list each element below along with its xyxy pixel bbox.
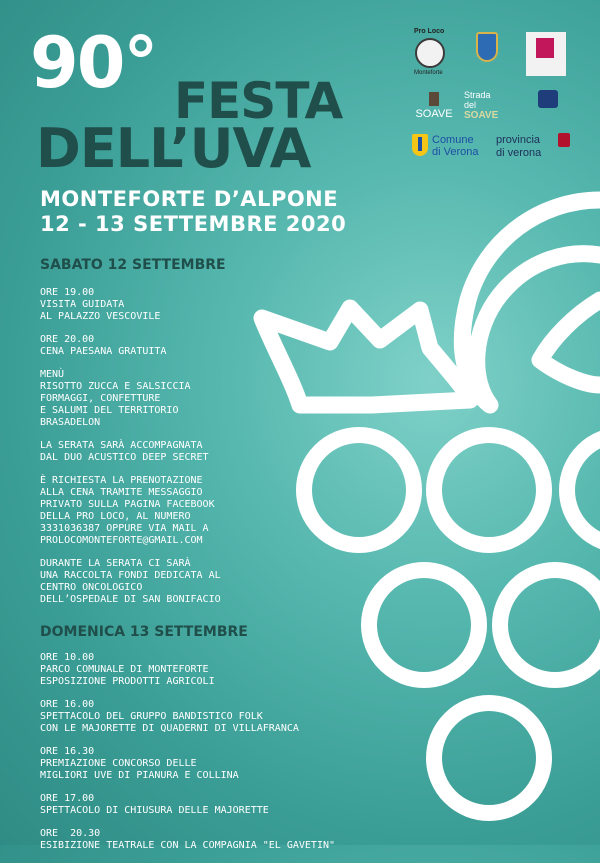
- program-item-text: ESIBIZIONE TEATRALE CON LA COMPAGNIA "EL GAVETIN": [40, 840, 336, 851]
- program-item-text: RISOTTO ZUCCA E SALSICCIA: [40, 381, 191, 392]
- grape-berry: [567, 435, 600, 545]
- strada-text-2: del: [464, 100, 477, 110]
- program-item-text: 3331036387 OPPURE VIA MAIL A: [40, 523, 209, 534]
- soave-mark-icon: [429, 92, 439, 106]
- strada-del-soave-logo: [464, 90, 514, 124]
- saturday-events: [40, 287, 340, 606]
- grape-berry: [500, 570, 600, 680]
- program-item: [40, 793, 340, 817]
- program-item-text: PREMIAZIONE CONCORSO DELLE: [40, 758, 197, 769]
- program-item-text: AL PALAZZO VESCOVILE: [40, 311, 161, 322]
- program-item-time: MENÙ: [40, 369, 65, 380]
- program-item-time: È RICHIESTA LA PRENOTAZIONE: [40, 475, 203, 486]
- church-icon: [536, 38, 554, 58]
- program-item: [40, 287, 340, 323]
- program-item-text: BRASADELON: [40, 417, 101, 428]
- program-item-text: FORMAGGI, CONFETTURE: [40, 393, 161, 404]
- strada-text-3: SOAVE: [464, 110, 499, 121]
- comune-text-1: Comune: [432, 134, 474, 146]
- program-item-text: PROLOCOMONTEFORTE@GMAIL.COM: [40, 535, 203, 546]
- program-item-text: CENTRO ONCOLOGICO: [40, 582, 143, 593]
- pro-loco-bottom-text: Monteforte: [414, 70, 443, 76]
- pro-loco-logo: [410, 28, 454, 80]
- sunday-heading: DOMENICA 13 SETTEMBRE: [40, 624, 248, 640]
- program-item-time: ORE 16.30: [40, 746, 95, 757]
- program-item: [40, 746, 340, 782]
- program-item-text: UNA RACCOLTA FONDI DEDICATA AL: [40, 570, 221, 581]
- program-item-text: MIGLIORI UVE DI PIANURA E COLLINA: [40, 770, 239, 781]
- program-item-text: DELLA PRO LOCO, AL NUMERO: [40, 511, 191, 522]
- soave-logo: [412, 92, 456, 124]
- program-item: [40, 558, 340, 606]
- grape-berry: [369, 570, 479, 680]
- program-item-text: PRIVATO SULLA PAGINA FACEBOOK: [40, 499, 215, 510]
- program-item-text: DAL DUO ACUSTICO DEEP SECRET: [40, 452, 209, 463]
- comune-text-2: di Verona: [432, 146, 479, 158]
- program-item-text: CON LE MAJORETTE DI QUADERNI DI VILLAFRANCA: [40, 723, 299, 734]
- event-location: MONTEFORTE D’ALPONE: [40, 187, 339, 211]
- program-item-time: DURANTE LA SERATA CI SARÀ: [40, 558, 191, 569]
- grape-leaf-right-shape: [540, 300, 600, 385]
- program-item-time: ORE 19.00: [40, 287, 95, 298]
- title-festa: FESTA: [174, 72, 343, 130]
- program-item: [40, 334, 340, 358]
- sunday-events: [40, 652, 340, 852]
- event-program: [40, 257, 340, 863]
- program-item: [40, 440, 340, 464]
- comune-di-verona-logo: [412, 134, 492, 164]
- program-item-text: VISITA GUIDATA: [40, 299, 125, 310]
- church-logo: [526, 32, 566, 76]
- event-dates: 12 - 13 SETTEMBRE 2020: [40, 212, 347, 236]
- program-item-time: ORE 17.00: [40, 793, 95, 804]
- grape-berry: [434, 703, 544, 813]
- program-item-text: ESPOSIZIONE PRODOTTI AGRICOLI: [40, 676, 215, 687]
- program-item-time: ORE 10.00: [40, 652, 95, 663]
- program-item: [40, 475, 340, 547]
- crest-shield-icon: [476, 32, 498, 62]
- provincia-crest-icon: [558, 133, 570, 147]
- program-item-time: ORE 20.30: [40, 828, 101, 839]
- program-item-text: E SALUMI DEL TERRITORIO: [40, 405, 179, 416]
- saturday-heading: SABATO 12 SETTEMBRE: [40, 257, 226, 273]
- program-item-time: ORE 20.00: [40, 334, 95, 345]
- program-item: [40, 699, 340, 735]
- program-item-text: CENA PAESANA GRATUITA: [40, 346, 167, 357]
- program-item: [40, 652, 340, 688]
- sponsor-logos: [410, 28, 570, 168]
- edition-number: 90°: [30, 22, 157, 104]
- program-item: [40, 828, 340, 852]
- regional-emblem-icon: [538, 90, 558, 108]
- soave-logo-text: SOAVE: [415, 108, 453, 120]
- strada-text-1: Strada: [464, 90, 491, 100]
- provincia-text-1: provincia: [496, 134, 541, 146]
- program-item-text: SPETTACOLO DEL GRUPPO BANDISTICO FOLK: [40, 711, 263, 722]
- verona-shield-icon: [412, 134, 428, 156]
- title-dell-uva: DELL’UVA: [36, 117, 311, 180]
- pro-loco-emblem-icon: [415, 38, 445, 68]
- program-item-text: PARCO COMUNALE DI MONTEFORTE: [40, 664, 209, 675]
- pro-loco-top-text: Pro Loco: [414, 28, 445, 35]
- grape-berry: [434, 435, 544, 545]
- provincia-di-verona-logo: [496, 134, 576, 164]
- program-item-text: SPETTACOLO DI CHIUSURA DELLE MAJORETTE: [40, 805, 269, 816]
- program-item: [40, 369, 340, 429]
- program-item-time: LA SERATA SARÀ ACCOMPAGNATA: [40, 440, 203, 451]
- provincia-text-2: di verona: [496, 147, 542, 159]
- program-item-text: ALLA CENA TRAMITE MESSAGGIO: [40, 487, 203, 498]
- program-item-text: DELL’OSPEDALE DI SAN BONIFACIO: [40, 594, 221, 605]
- regional-logo: [528, 90, 568, 124]
- municipal-crest-logo: [472, 32, 502, 80]
- program-item-time: ORE 16.00: [40, 699, 95, 710]
